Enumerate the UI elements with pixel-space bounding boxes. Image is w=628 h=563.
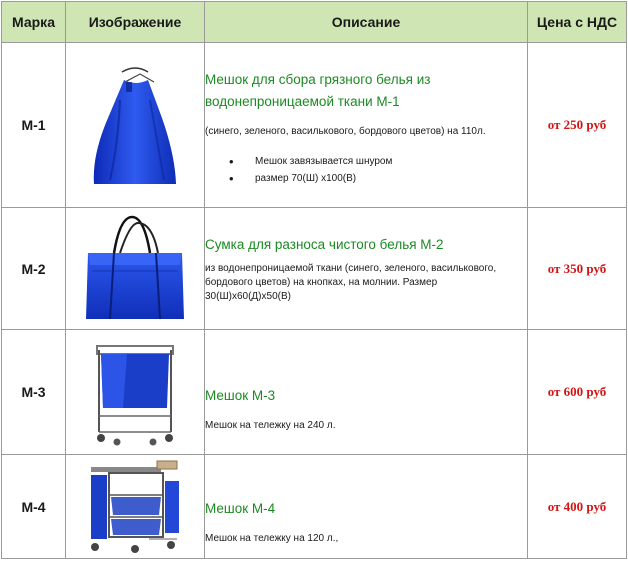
row-description: [205, 330, 528, 455]
header-mark: Марка: [2, 2, 66, 43]
table-row: [2, 455, 627, 559]
row-price: от 600 руб: [528, 330, 627, 455]
item-bullets: [205, 153, 527, 187]
table-row: [2, 43, 627, 208]
header-image: Изображение: [66, 2, 205, 43]
header-price: Цена с НДС: [528, 2, 627, 43]
row-mark: М-2: [2, 208, 66, 330]
tote-bag-icon: [80, 213, 190, 325]
item-title: Сумка для разноса чистого белья М-2: [205, 237, 444, 252]
item-text: Мешок на тележку на 240 л.: [205, 420, 336, 431]
item-text: бордового цветов) на кнопках, на молнии. Размер: [205, 277, 438, 288]
row-price: от 400 руб: [528, 455, 627, 559]
item-text: из водонепроницаемой ткани (синего, зеленого, василькового,: [205, 263, 497, 274]
bullet-item: • размер 70(Ш) х100(В): [205, 170, 527, 187]
price-table: [1, 1, 627, 559]
row-mark: М-4: [2, 455, 66, 559]
row-image: [66, 208, 205, 330]
item-text: Мешок на тележку на 120 л.,: [205, 532, 339, 544]
row-price: от 350 руб: [528, 208, 627, 330]
item-text: 30(Ш)х60(Д)х50(В): [205, 291, 291, 302]
row-mark: М-1: [2, 43, 66, 208]
laundry-cart-icon: [87, 336, 183, 448]
item-title: Мешок для сбора грязного белья из: [205, 72, 431, 87]
item-title: Мешок М-4: [205, 500, 276, 516]
housekeeping-cart-icon: [85, 459, 185, 555]
table-row: [2, 330, 627, 455]
row-description: [205, 43, 528, 208]
row-image: [66, 330, 205, 455]
row-image: [66, 43, 205, 208]
item-title: Мешок М-3: [205, 388, 276, 403]
drawstring-bag-icon: [80, 60, 190, 190]
row-image: [66, 455, 205, 559]
table-header-row: [2, 2, 627, 43]
item-text: (синего, зеленого, василькового, бордового цветов) на 110л.: [205, 126, 486, 137]
bullet-item: • Мешок завязывается шнуром: [205, 153, 527, 170]
table-row: [2, 208, 627, 330]
row-price: от 250 руб: [528, 43, 627, 208]
row-description: [205, 208, 528, 330]
header-description: Описание: [205, 2, 528, 43]
row-description: [205, 455, 528, 559]
row-mark: М-3: [2, 330, 66, 455]
item-title: водонепроницаемой ткани М-1: [205, 94, 400, 109]
